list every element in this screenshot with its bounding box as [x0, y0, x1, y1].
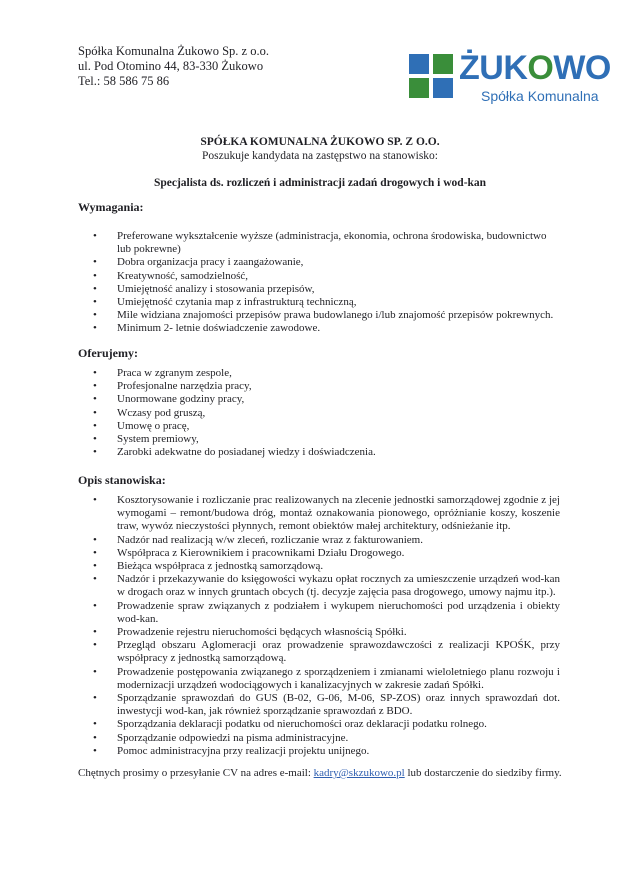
list-item: • Sporządzania deklaracji podatku od nieruchomości oraz deklaracji podatku rolnego. [117, 718, 560, 731]
list-item: • Mile widziana znajomości przepisów prawa budowlanego i/lub znajomość przepisów pokrewnych. [117, 309, 560, 322]
footer-text-after: lub dostarczenie do siedziby firmy. [404, 767, 562, 779]
seeking-line: Poszukuje kandydata na zastępstwo na stanowisko: [201, 150, 439, 162]
duties-heading: Opis stanowiska: [78, 473, 166, 487]
list-item: • Zarobki adekwatne do posiadanej wiedzy i doświadczenia. [117, 446, 560, 459]
list-item: • Prowadzenie spraw związanych z podziałem i wykupem nieruchomości pod urządzenia i obiekty wod-kan. [117, 600, 560, 626]
list-item: • Współpraca z Kierownikiem i pracownikami Działu Drogowego. [117, 547, 560, 560]
company-address [78, 44, 269, 89]
list-item: • Wczasy pod gruszą, [117, 407, 560, 420]
list-item: • Prowadzenie postępowania związanego z sporządzeniem i zmianami wieloletniego planu rozwoju i modernizacji urządzeń wodociągowych i kanalizacyjnych w zakresie zadań Spółki. [117, 666, 560, 692]
zukowo-logo [409, 48, 611, 108]
offers-heading: Oferujemy: [78, 346, 138, 360]
duties-list [117, 494, 560, 758]
list-item: • Preferowane wykształcenie wyższe (administracja, ekonomia, ochrona środowiska, budownictwo lub pokrewne) [117, 230, 560, 256]
list-item: • Unormowane godziny pracy, [117, 393, 560, 406]
position-title: Specjalista ds. rozliczeń i administracji zadań drogowych i wod-kan [153, 177, 487, 189]
address-line-street: ul. Pod Otomino 44, 83-330 Żukowo [78, 59, 264, 73]
email-link[interactable]: kadry@skzukowo.pl [313, 767, 405, 779]
company-heading: SPÓŁKA KOMUNALNA ŻUKOWO SP. Z O.O. [200, 136, 440, 148]
offers-list [117, 367, 560, 459]
logo-wordmark: ŻUKOWO [459, 49, 611, 87]
list-item: • Umowę o pracę, [117, 420, 560, 433]
list-item: • Umiejętność analizy i stosowania przepisów, [117, 283, 560, 296]
list-item: • Pomoc administracyjna przy realizacji projektu unijnego. [117, 745, 560, 758]
logo-squares-icon [409, 54, 453, 98]
list-item: • Sporządzanie odpowiedzi na pisma administracyjne. [117, 732, 560, 745]
list-item: • Przegląd obszaru Aglomeracji oraz prowadzenie sprawozdawczości z realizacji KPOŚK, przy współpracy z jednostką samorządową. [117, 639, 560, 665]
list-item: • Minimum 2- letnie doświadczenie zawodowe. [117, 322, 560, 335]
logo-subtitle: Spółka Komunalna [481, 88, 599, 104]
list-item: • Sporządzanie sprawozdań do GUS (B-02, G-06, M-06, SP-ZOS) oraz innych sprawozdań dot. inwestycji wod-kan, jak również sporządzanie sprawozdań z BDO. [117, 692, 560, 718]
list-item: • Nadzór nad realizacją w/w zleceń, rozliczanie wraz z fakturowaniem. [117, 534, 560, 547]
list-item: • Umiejętność czytania map z infrastrukturą techniczną, [117, 296, 560, 309]
list-item: • Praca w zgranym zespole, [117, 367, 560, 380]
footer-text-before: Chętnych prosimy o przesyłanie CV na adres e-mail: [78, 767, 314, 779]
application-note [78, 767, 562, 779]
requirements-list [117, 230, 560, 336]
address-line-name: Spółka Komunalna Żukowo Sp. z o.o. [78, 44, 269, 58]
address-line-phone: Tel.: 58 586 75 86 [78, 74, 170, 88]
list-item: • Nadzór i przekazywanie do księgowości wykazu opłat rocznych za umieszczenie urządzeń wod-kan w drogach oraz w innych gruntach obcych (tj. decyzje zajęcia pasa drogowego, umowy najmu itp.). [117, 573, 560, 599]
list-item: • Kreatywność, samodzielność, [117, 270, 560, 283]
list-item: • Bieżąca współpraca z jednostką samorządową. [117, 560, 560, 573]
list-item: • System premiowy, [117, 433, 560, 446]
requirements-heading: Wymagania: [78, 200, 144, 214]
list-item: • Prowadzenie rejestru nieruchomości będących własnością Spółki. [117, 626, 560, 639]
list-item: • Dobra organizacja pracy i zaangażowanie, [117, 256, 560, 269]
list-item: • Profesjonalne narzędzia pracy, [117, 380, 560, 393]
list-item: • Kosztorysowanie i rozliczanie prac realizowanych na zlecenie jednostki samorządowej zgodnie z jej wymogami – remont/budowa dróg, montaż oznakowania pionowego, opróżnianie koszy, koszenie traw, wywóz nieczystości płynnych, remont obiektów małej architektury, odśnieżanie itp. [117, 494, 560, 534]
